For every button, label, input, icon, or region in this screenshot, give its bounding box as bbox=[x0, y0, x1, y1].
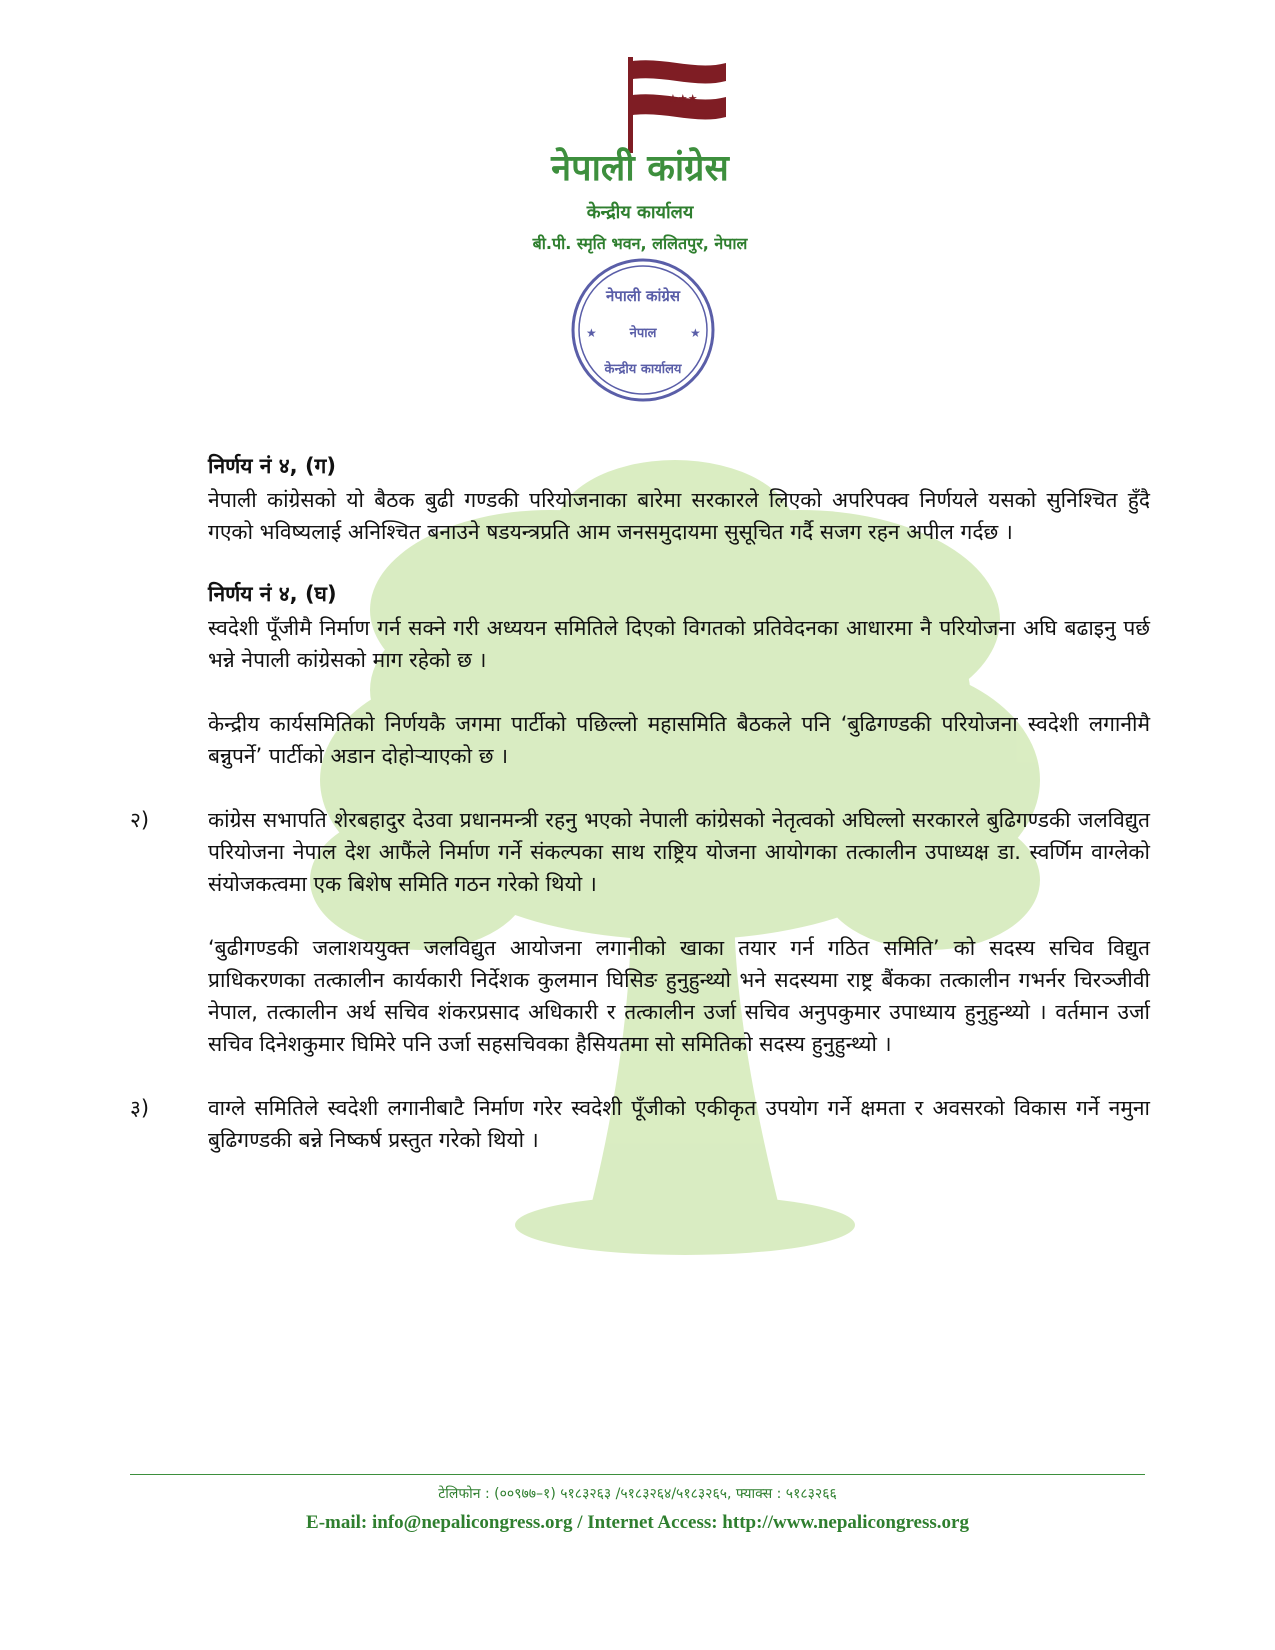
decision-g-title: निर्णय नं ४, (ग) bbox=[208, 454, 336, 478]
decision-g-text: नेपाली कांग्रेसको यो बैठक बुढी गण्डकी परियोजनाका बारेमा सरकारले लिएको अपरिपक्व निर्णयले यसको सुनिश्चित हुँदै गएको भविष्यलाई अनिश्चित बनाउने षडयन्त्रप्रति आम जनसमुदायमा सुसूचित गर्दै सजग रहन अपील गर्दछ । bbox=[208, 488, 1150, 544]
svg-text:★: ★ bbox=[690, 326, 701, 340]
item-2-text-2: ‘बुढीगण्डकी जलाशययुक्त जलविद्युत आयोजना लगानीको खाका तयार गर्न गठित समिति’ को सदस्य सचिव विद्युत प्राधिकरणका तत्कालीन कार्यकारी निर्देशक कुलमान घिसिङ हुनुहुन्थ्यो भने सदस्यमा राष्ट्र बैंकका तत्कालीन गभर्नर चिरञ्जीवी नेपाल, तत्कालीन अर्थ सचिव शंकरप्रसाद अधिकारी र तत्कालीन उर्जा सचिव अनुपकुमार उपाध्याय हुनुहुन्थ्यो । वर्तमान उर्जा सचिव दिनेशकुमार घिमिरे पनि उर्जा सहसचिवका हैसियतमा सो समितिको सदस्य हुनुहुन्थ्यो । bbox=[208, 936, 1150, 1056]
item-3 bbox=[130, 1092, 1150, 1156]
decision-gh bbox=[130, 578, 1150, 676]
cwc-paragraph bbox=[130, 708, 1150, 772]
party-flag-icon bbox=[626, 55, 736, 155]
cwc-text: केन्द्रीय कार्यसमितिको निर्णयकै जगमा पार्टीको पछिल्लो महासमिति बैठकले पनि ‘बुढिगण्डकी परियोजना स्वदेशी लगानीमै बन्नुपर्ने’ पार्टीको अडान दोहोऱ्याएको छ । bbox=[208, 712, 1150, 768]
office-address: बी.पी. स्मृति भवन, ललितपुर, नेपाल bbox=[532, 234, 748, 253]
office-seal bbox=[568, 255, 718, 405]
seal-center-text: नेपाल bbox=[629, 326, 657, 341]
decision-g bbox=[130, 450, 1150, 548]
letterhead bbox=[0, 0, 1275, 420]
document-body bbox=[130, 450, 1150, 1156]
item-3-number: ३) bbox=[130, 1096, 150, 1120]
organization-name: नेपाली कांग्रेस bbox=[551, 148, 729, 189]
seal-top-text: नेपाली कांग्रेस bbox=[605, 287, 681, 305]
svg-text:★: ★ bbox=[586, 326, 597, 340]
item-2-number: २) bbox=[130, 808, 150, 832]
footer-phone: टेलिफोन : (००९७७–१) ५१८३२६३ /५१८३२६४/५१८३२६५, फ्याक्स : ५१८३२६६ bbox=[438, 1486, 837, 1502]
item-3-text: वाग्ले समितिले स्वदेशी लगानीबाटै निर्माण गरेर स्वदेशी पूँजीको एकीकृत उपयोग गर्ने क्षमता र अवसरको विकास गर्ने नमुना बुढिगण्डकी बन्ने निष्कर्ष प्रस्तुत गरेको थियो । bbox=[208, 1096, 1150, 1152]
footer-divider bbox=[130, 1474, 1145, 1475]
office-name: केन्द्रीय कार्यालय bbox=[586, 202, 694, 223]
item-2-text: कांग्रेस सभापति शेरबहादुर देउवा प्रधानमन्त्री रहनु भएको नेपाली कांग्रेसको नेतृत्वको अघिल्लो सरकारले बुढिगण्डकी जलविद्युत परियोजना नेपाल देश आफैंले निर्माण गर्ने संकल्पका साथ राष्ट्रिय योजना आयोगका तत्कालीन उपाध्यक्ष डा. स्वर्णिम वाग्लेको संयोजकत्वमा एक बिशेष समिति गठन गरेको थियो । bbox=[208, 808, 1150, 896]
decision-gh-title: निर्णय नं ४, (घ) bbox=[208, 582, 337, 606]
item-2-continued bbox=[130, 932, 1150, 1060]
footer-contact: E-mail: info@nepalicongress.org / Internet Access: http://www.nepalicongress.org bbox=[306, 1512, 969, 1533]
decision-gh-text: स्वदेशी पूँजीमै निर्माण गर्न सक्ने गरी अध्ययन समितिले दिएको विगतको प्रतिवेदनका आधारमा नै परियोजना अघि बढाइनु पर्छ भन्ने नेपाली कांग्रेसको माग रहेको छ । bbox=[208, 616, 1150, 672]
seal-bottom-text: केन्द्रीय कार्यालय bbox=[604, 362, 682, 377]
item-2 bbox=[130, 804, 1150, 900]
svg-text:★★★: ★★★ bbox=[668, 92, 698, 105]
